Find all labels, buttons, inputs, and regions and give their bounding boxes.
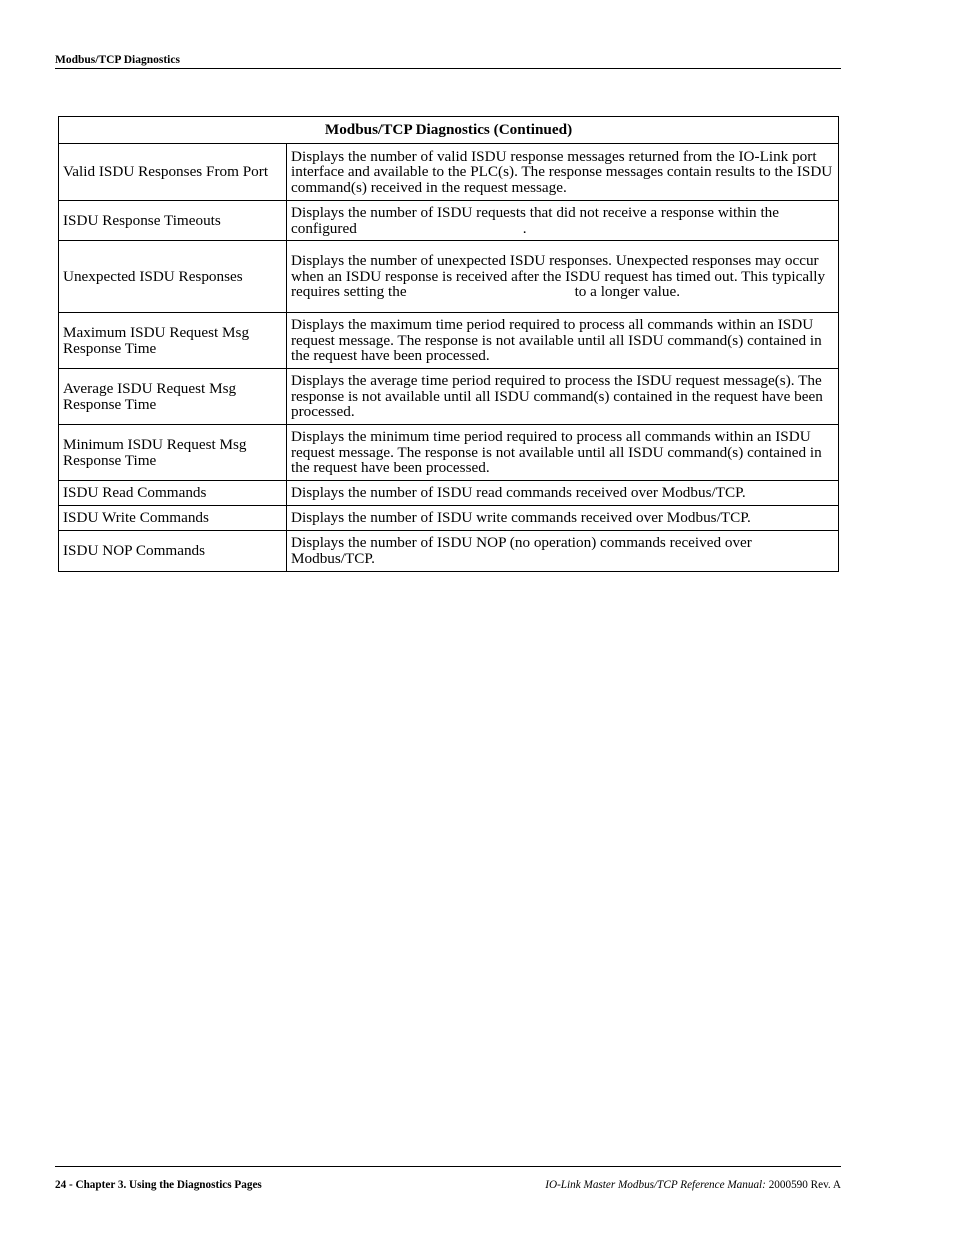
row-description: Displays the minimum time period required to process all commands within an ISDU request message. The response is not available until all ISDU command(s) contained in the request have been processed. [287,425,839,481]
table-row [59,144,839,201]
description-text: Displays the number of unexpected ISDU responses. Unexpected responses may occur when an ISDU response is received after the ISDU request has timed out. This typically requires setting the [291,252,826,301]
row-description: Displays the maximum time period required to process all commands within an ISDU request message. The response is not available until all ISDU command(s) contained in the request have been processed. [287,313,839,369]
description-text: Displays the number of ISDU requests that did not receive a response within the configured [291,203,779,237]
row-label: ISDU Write Commands [59,506,287,531]
footer-chapter-label: 24 - Chapter 3. Using the Diagnostics Pages [55,1179,262,1191]
table-row [59,241,839,313]
row-description: Displays the number of ISDU write commands received over Modbus/TCP. [287,506,839,531]
row-description: Displays the number of valid ISDU response messages returned from the IO-Link port interface and available to the PLC(s). The response messages contain results to the ISDU command(s) received in the request message. [287,144,839,201]
row-label: Valid ISDU Responses From Port [59,144,287,201]
row-description: Displays the number of ISDU NOP (no operation) commands received over Modbus/TCP. [287,531,839,572]
table-row [59,531,839,572]
row-label: ISDU Read Commands [59,481,287,506]
row-label: Maximum ISDU Request Msg Response Time [59,313,287,369]
table-caption-row [59,117,839,144]
row-label: ISDU NOP Commands [59,531,287,572]
diagnostics-table [58,116,839,572]
footer-manual-label [545,1179,841,1191]
row-description: Displays the average time period required to process the ISDU request message(s). The response is not available until all ISDU command(s) contained in the request have been processed. [287,369,839,425]
manual-title: IO-Link Master Modbus/TCP Reference Manual: [545,1179,766,1191]
row-description [287,241,839,313]
description-text: . [522,219,527,237]
table-row [59,313,839,369]
row-description: Displays the number of ISDU read commands received over Modbus/TCP. [287,481,839,506]
table-row [59,201,839,241]
table-caption: Modbus/TCP Diagnostics (Continued) [59,117,839,144]
description-text: to a longer value. [574,283,680,301]
row-label: Average ISDU Request Msg Response Time [59,369,287,425]
table-row [59,481,839,506]
table-row [59,425,839,481]
row-label: Unexpected ISDU Responses [59,241,287,313]
table-row [59,506,839,531]
row-label: Minimum ISDU Request Msg Response Time [59,425,287,481]
row-description [287,201,839,241]
row-label: ISDU Response Timeouts [59,201,287,241]
table-row [59,369,839,425]
running-header: Modbus/TCP Diagnostics [55,54,841,69]
footer-rule [55,1166,841,1167]
manual-revision: 2000590 Rev. A [765,1179,841,1191]
